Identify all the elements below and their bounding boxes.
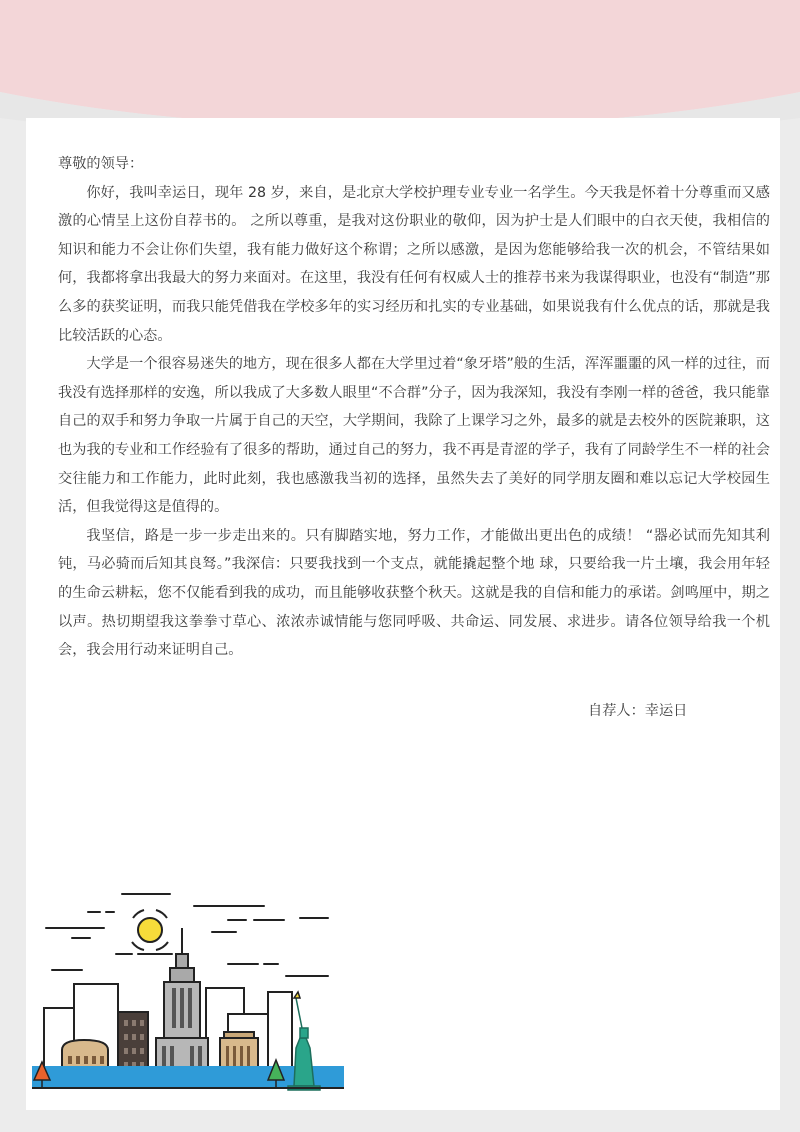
letter-paragraph-1: 你好，我叫幸运日，现年 28 岁，来自，是北京大学校护理专业专业一名学生。今天我是怀着十分尊重而又感激的心情呈上这份自荐书的。 之所以尊重，是我对这份职业的敬仰，因为护士是人们眼中的白衣天使，我相信的知识和能力不会让你们失望，我有能力做好这个称谓；之所以感激，是因为您能够给我一次的机会，不管结果如何，我都将拿出我最大的努力来面对。在这里，我没有任何有权威人士的推荐书来为我谋得职业，也没有“制造”那么多的获奖证明，而我只能凭借我在学校多年的实习经历和扎实的专业基础，如果说我有什么优点的话，那就是我比较活跃的心态。 bbox=[58, 184, 770, 344]
letter-paragraph-2: 大学是一个很容易迷失的地方，现在很多人都在大学里过着“象牙塔”般的生活，浑浑噩噩的风一样的过往，而我没有选择那样的安逸，所以我成了大多数人眼里“不合群”分子，因为我深知，我没有李刚一样的爸爸，我只能靠自己的双手和努力争取一片属于自己的天空，大学期间，我除了上课学习之外，最多的就是去校外的医院兼职，这也为我的专业和工作经验有了很多的帮助，通过自己的努力，我不再是青涩的学子，我有了同龄学生不一样的社会交往能力和工作能力，此时此刻，我也感激我当初的选择，虽然失去了美好的同学朋友圈和难以忘记大学校园生活，但我觉得这是值得的。 bbox=[58, 356, 770, 516]
letter-signature: 自荐人：幸运日 bbox=[588, 703, 688, 719]
letter-paragraph-3: 我坚信，路是一步一步走出来的。只有脚踏实地，努力工作，才能做出更出色的成绩！ “器必试而先知其利钝，马必骑而后知其良驽。”我深信：只要我找到一个支点，就能撬起整个地 球，只要给我一片土壤，我会用年轻的生命云耕耘，您不仅能看到我的成功，而且能够收获整个秋天。这就是我的自信和能力的承诺。剑鸣厘中，期之以声。热切期望我这拳拳寸草心、浓浓赤诚情能与您同呼吸、共命运、同发展、求进步。请各位领导给我一个机会，我会用行动来证明自己。 bbox=[58, 527, 770, 659]
sun-icon bbox=[132, 910, 168, 950]
letter-salutation: 尊敬的领导： bbox=[58, 156, 144, 172]
letter-body bbox=[58, 150, 770, 665]
city-skyline-illustration bbox=[32, 888, 344, 1094]
